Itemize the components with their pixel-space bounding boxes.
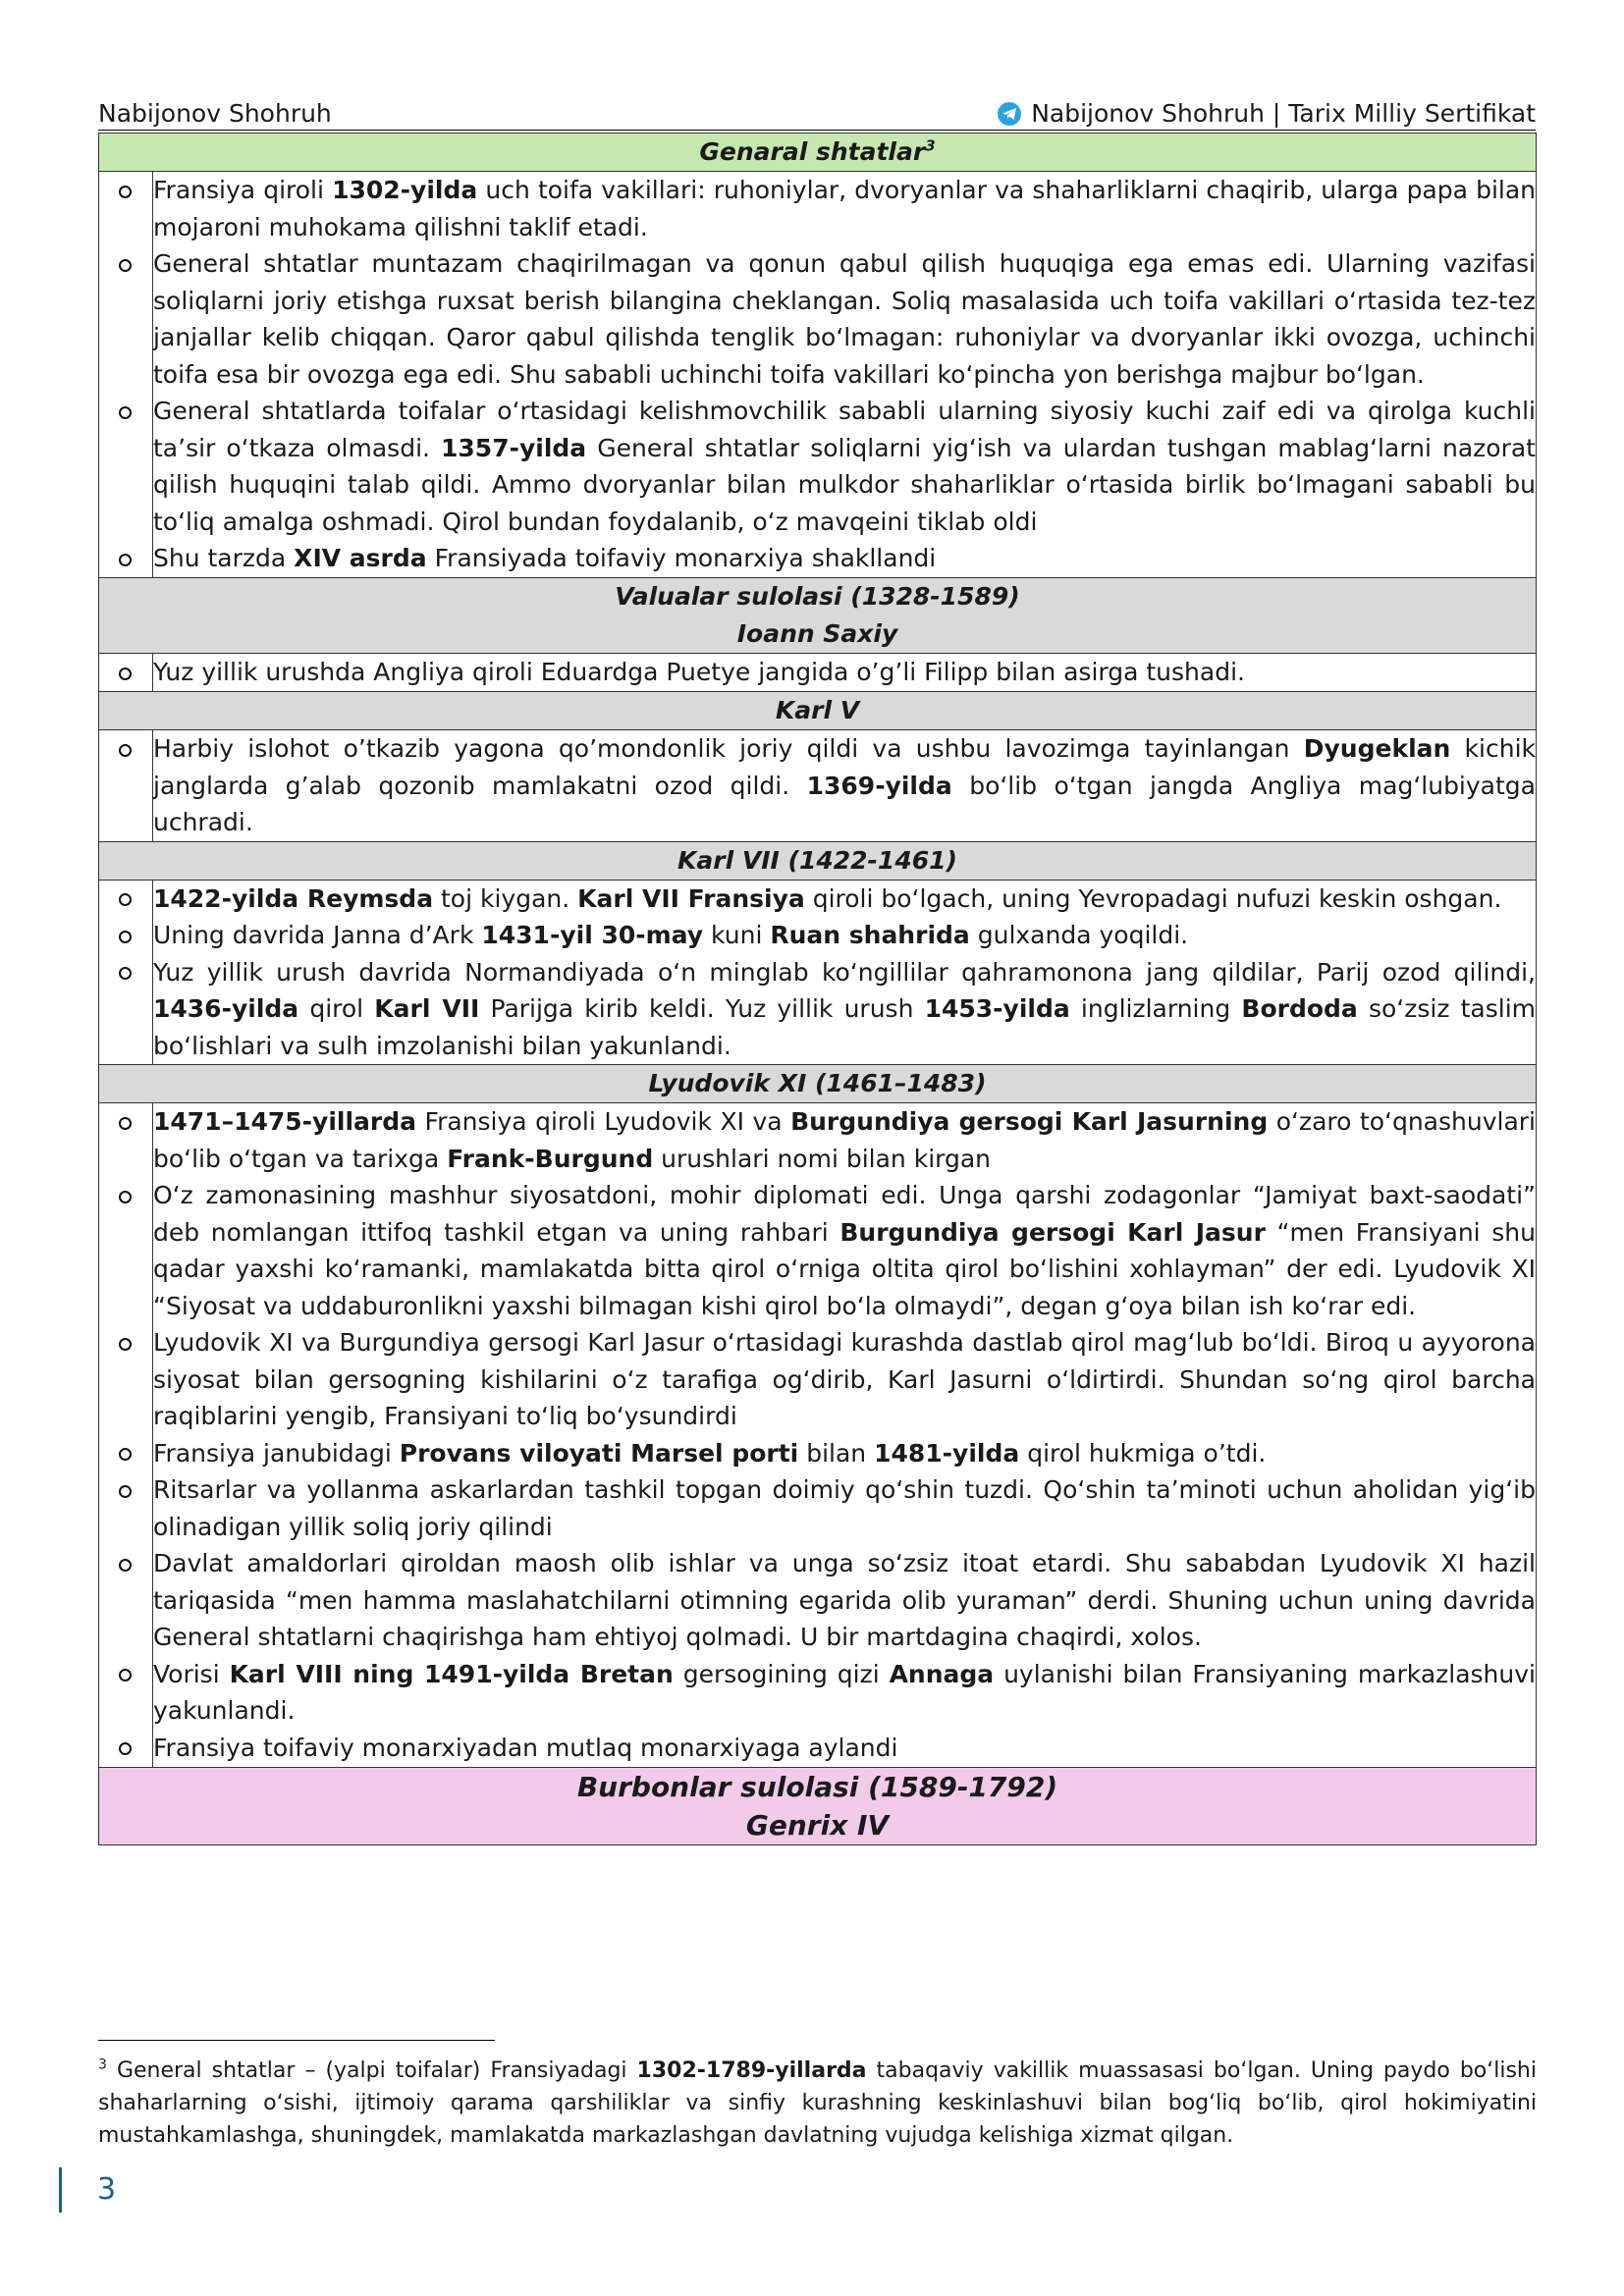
bold-text: 1302-1789-yillarda bbox=[636, 2058, 867, 2083]
bold-text: 1369-yilda bbox=[806, 771, 952, 800]
bold-text: Burgundiya gersogi Karl Jasurning bbox=[790, 1107, 1269, 1136]
footnote-text: General shtatlar – (yalpi toifalar) Fransiyadagi 1302-1789-yillarda tabaqaviy vakillik muassasasi boʻlgan. Uning paydo boʻlishi shaharlarning oʻsishi, ijtimoiy qarama qarshiliklar va sinfiy kurashning keskinlashuvi bilan bogʻliq boʻlib, qirol hokimiyatini mustahkamlashga, shuningdek, mamlakatda markazlashgan davlatning vujudga kelishiga xizmat qilgan. bbox=[98, 2058, 1537, 2148]
bullet-icon bbox=[99, 394, 152, 431]
content-row bbox=[99, 654, 1537, 692]
bullet-icon bbox=[99, 731, 152, 769]
section-header bbox=[99, 133, 1537, 172]
bold-text: 1431-yil 30-may bbox=[481, 921, 704, 949]
bullet-icon bbox=[99, 246, 152, 284]
list-item: Shu tarzda XIV asrda Fransiyada toifaviy monarxiya shakllandi bbox=[153, 544, 937, 572]
footnote-number: 3 bbox=[98, 2056, 107, 2073]
bold-text: 1481-yilda bbox=[874, 1438, 1020, 1468]
header-channel bbox=[998, 98, 1536, 130]
bullet-icon bbox=[99, 1178, 152, 1215]
bullet-column bbox=[99, 730, 153, 842]
section-title: Lyudovik XI (1461–1483) bbox=[648, 1069, 987, 1097]
list-item: Yuz yillik urush davrida Normandiyada oʻn minglab koʻngillilar qahramonona jang qildilar, Parij ozod qilindi, 1436-yilda qirol Karl VII Parijga kirib keldi. Yuz yillik urush 1453-yilda inglizlarning Bordoda soʻzsiz taslim boʻlishlari va sulh imzolanishi bilan yakunlandi. bbox=[153, 957, 1537, 1060]
bold-text: XIV asrda bbox=[294, 544, 427, 572]
bold-text: 1302-yilda bbox=[332, 176, 478, 204]
list-item: General shtatlar muntazam chaqirilmagan va qonun qabul qilish huquqiga ega emas edi. Ularning vazifasi soliqlarni joriy etishga ruxsat berish bilangina cheklangan. Soliq masalasida uch toifa vakillari oʻrtasida tez-tez janjallar kelib chiqqan. Qaror qabul qilishda tenglik boʻlmagan: ruhoniylar va dvoryanlar ikki ovozga, uchinchi toifa esa bir ovozga ega edi. Shu sababli uchinchi toifa vakillari koʻpincha yon berishga majbur boʻlgan. bbox=[153, 249, 1536, 389]
bullet-icon bbox=[99, 881, 152, 918]
bold-text: Karl VII Fransiya bbox=[577, 883, 805, 913]
bullet-icon bbox=[99, 1730, 152, 1767]
bold-text: Ruan shahrida bbox=[770, 921, 970, 949]
telegram-icon bbox=[998, 102, 1021, 126]
header-channel-text: Nabijonov Shohruh | Tarix Milliy Sertifikat bbox=[1031, 99, 1536, 128]
bold-text: 1436-yilda bbox=[153, 994, 299, 1023]
section-title: Genaral shtatlar bbox=[699, 137, 926, 166]
list-item: General shtatlarda toifalar oʻrtasidagi kelishmovchilik sababli ularning siyosiy kuchi zaif edi va qirolga kuchli taʼsir oʻtkaza olmasdi. 1357-yilda General shtatlar soliqlarni yigʻish va ulardan tushgan mablagʻlarni nazorat qilish huquqini talab qildi. Ammo dvoryanlar bilan mulkdor shaharliklar oʻrtasida birlik boʻlmagani sababli bu toʻliq amalga oshmadi. Qirol bundan foydalanib, oʻz mavqeini tiklab oldi bbox=[153, 397, 1536, 536]
content-row bbox=[99, 880, 1537, 1065]
bullet-icon bbox=[99, 1325, 152, 1362]
header-author: Nabijonov Shohruh bbox=[98, 99, 332, 128]
bold-text: Karl VII bbox=[374, 994, 480, 1023]
text-column bbox=[153, 654, 1537, 692]
section-title: Karl V bbox=[775, 696, 860, 724]
bold-text: Karl VIII ning 1491-yilda Bretan bbox=[229, 1659, 674, 1688]
list-item: Fransiya janubidagi Provans viloyati Marsel porti bilan 1481-yilda qirol hukmiga o’tdi. bbox=[153, 1438, 1267, 1468]
text-column bbox=[153, 880, 1537, 1065]
bullet-icon bbox=[99, 655, 152, 692]
bullet-icon bbox=[99, 1656, 152, 1693]
section-header bbox=[99, 1065, 1537, 1103]
bullet-icon bbox=[99, 1472, 152, 1510]
bullet-icon bbox=[99, 541, 152, 578]
section-header bbox=[99, 841, 1537, 880]
list-item: Lyudovik XI va Burgundiya gersogi Karl Jasur oʻrtasidagi kurashda dastlab qirol magʻlub boʻldi. Biroq u ayyorona siyosat bilan gersogning kishilarini oʻz tarafiga ogʻdirib, Karl Jasurni oʻldirtirdi. Shundan soʻng qirol barcha raqiblarini yengib, Fransiyani toʻliq boʻysundirdi bbox=[153, 1328, 1536, 1430]
list-item: Oʻz zamonasining mashhur siyosatdoni, mohir diplomati edi. Unga qarshi zodagonlar “Jamiyat baxt-saodati” deb nomlangan ittifoq tashkil etgan va uning rahbari Burgundiya gersogi Karl Jasur “men Fransiyani shu qadar yaxshi koʻramanki, mamlakatda bitta qirol oʻrniga oltita qirol boʻlishini xohlayman” der edi. Lyudovik XI “Siyosat va uddaburonlikni yaxshi bilmagan kishi qirol boʻla olmaydi”, degan gʻoya bilan ish koʻrar edi. bbox=[153, 1181, 1536, 1320]
bullet-icon bbox=[99, 1104, 152, 1142]
page-number: 3 bbox=[59, 2167, 116, 2213]
content-row bbox=[99, 730, 1537, 842]
bullet-icon bbox=[99, 1546, 152, 1583]
text-column bbox=[153, 172, 1537, 578]
content-row bbox=[99, 1103, 1537, 1768]
bold-text: 1357-yilda bbox=[441, 433, 587, 462]
content-row bbox=[99, 172, 1537, 578]
list-item: Fransiya toifaviy monarxiyadan mutlaq monarxiyaga aylandi bbox=[153, 1733, 898, 1762]
history-table bbox=[98, 133, 1537, 1845]
bold-text: Dyugeklan bbox=[1303, 734, 1451, 763]
bold-text: 1471–1475-yillarda bbox=[153, 1107, 417, 1136]
bold-text: 1422-yilda Reymsda bbox=[153, 883, 434, 913]
section-header bbox=[99, 578, 1537, 654]
bold-text: 1453-yilda bbox=[924, 994, 1070, 1023]
bold-text: Bordoda bbox=[1241, 994, 1358, 1023]
section-subtitle: Genrix IV bbox=[745, 1808, 890, 1842]
text-column bbox=[153, 730, 1537, 842]
section-header bbox=[99, 1767, 1537, 1844]
section-title: Burbonlar sulolasi (1589-1792) bbox=[576, 1770, 1058, 1803]
section-header bbox=[99, 692, 1537, 730]
list-item: Fransiya qiroli 1302-yilda uch toifa vakillari: ruhoniylar, dvoryanlar va shaharliklarni chaqirib, ularga papa bilan mojaroni muhokama qilishni taklif etadi. bbox=[153, 176, 1536, 241]
footnote bbox=[98, 2055, 1537, 2152]
list-item: Ritsarlar va yollanma askarlardan tashkil topgan doimiy qoʻshin tuzdi. Qoʻshin taʼminoti uchun aholidan yigʻib olinadigan yillik soliq joriy qilindi bbox=[153, 1475, 1536, 1541]
list-item: Yuz yillik urushda Angliya qiroli Eduardga Puetye jangida o’g’li Filipp bilan asirga tushadi. bbox=[153, 658, 1245, 686]
bullet-icon bbox=[99, 954, 152, 991]
bold-text: Frank-Burgund bbox=[447, 1144, 654, 1173]
section-subtitle: Ioann Saxiy bbox=[736, 619, 898, 648]
bullet-icon bbox=[99, 918, 152, 955]
footnote-separator bbox=[98, 2040, 495, 2041]
text-column bbox=[153, 1103, 1537, 1768]
bullet-column bbox=[99, 1103, 153, 1768]
footnote-ref: 3 bbox=[925, 136, 936, 155]
bullet-column bbox=[99, 880, 153, 1065]
list-item: 1422-yilda Reymsda toj kiygan. Karl VII Fransiya qiroli boʻlgach, uning Yevropadagi nufuzi keskin oshgan. bbox=[153, 883, 1502, 913]
list-item: Uning davrida Janna d’Ark 1431-yil 30-may kuni Ruan shahrida gulxanda yoqildi. bbox=[153, 921, 1189, 949]
bullet-icon bbox=[99, 1435, 152, 1472]
bullet-icon bbox=[99, 173, 152, 210]
list-item: Vorisi Karl VIII ning 1491-yilda Bretan gersogining qizi Annaga uylanishi bilan Fransiyaning markazlashuvi yakunlandi. bbox=[153, 1659, 1536, 1725]
bold-text: Burgundiya gersogi Karl Jasur bbox=[839, 1217, 1266, 1247]
list-item: 1471–1475-yillarda Fransiya qiroli Lyudovik XI va Burgundiya gersogi Karl Jasurning oʻzaro toʻqnashuvlari boʻlib oʻtgan va tarixga Frank-Burgund urushlari nomi bilan kirgan bbox=[153, 1107, 1536, 1173]
bullet-column bbox=[99, 654, 153, 692]
section-title: Karl VII (1422-1461) bbox=[677, 845, 957, 875]
bullet-column bbox=[99, 172, 153, 578]
section-title: Valualar sulolasi (1328-1589) bbox=[615, 582, 1020, 611]
list-item: Harbiy islohot o’tkazib yagona qo’mondonlik joriy qildi va ushbu lavozimga tayinlangan Dyugeklan kichik janglarda g’alab qozonib mamlakatni ozod qildi. 1369-yilda boʻlib oʻtgan jangda Angliya magʻlubiyatga uchradi. bbox=[153, 734, 1536, 836]
list-item: Davlat amaldorlari qiroldan maosh olib ishlar va unga soʻzsiz itoat etardi. Shu sababdan Lyudovik XI hazil tariqasida “men hamma maslahatchilarni otimning egarida olib yuraman” derdi. Shuning uchun uning davrida General shtatlarni chaqirishga ham ehtiyoj qolmadi. U bir martdagina chaqirdi, xolos. bbox=[153, 1549, 1536, 1651]
bold-text: Annaga bbox=[889, 1659, 995, 1688]
page-header bbox=[98, 98, 1536, 131]
bold-text: Provans viloyati Marsel porti bbox=[399, 1438, 799, 1468]
